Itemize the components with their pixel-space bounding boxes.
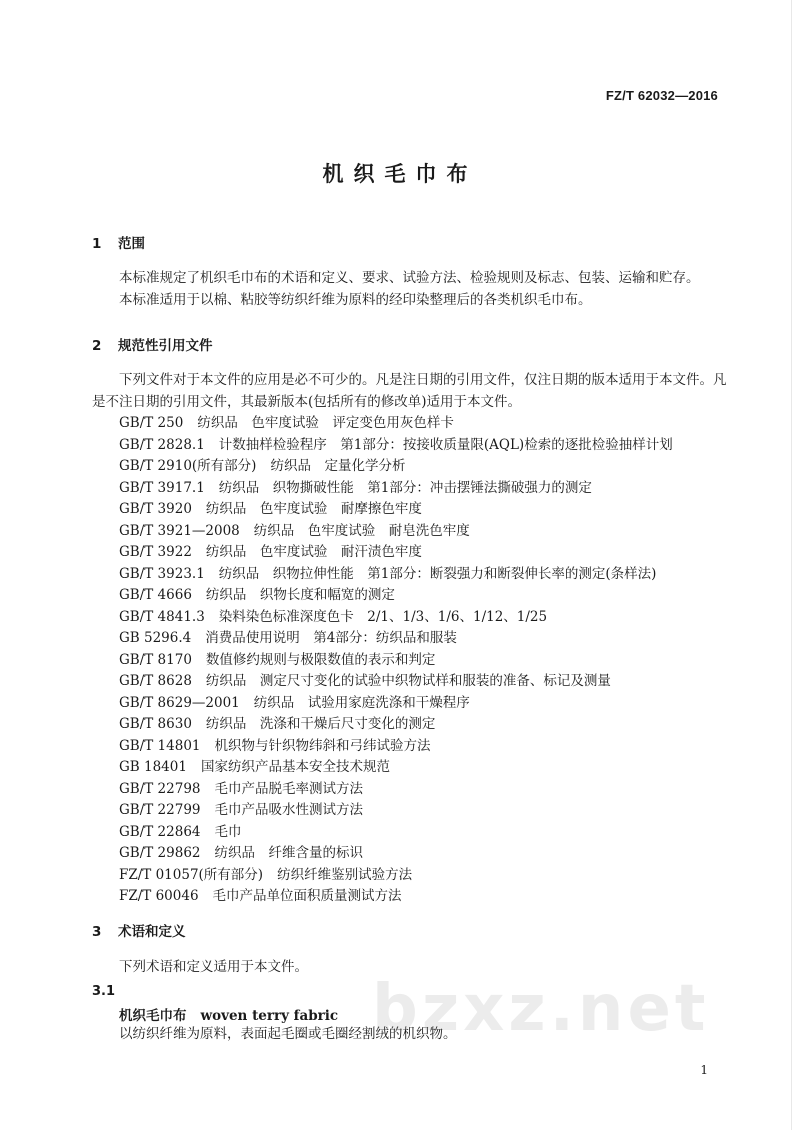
reference-title: 消费品使用说明 第4部分：纺织品和服装 [205,630,457,646]
section-2-heading [92,334,213,354]
section-number: 1 [92,236,102,252]
section-title: 术语和定义 [118,924,186,940]
reference-title: 数值修约规则与极限数值的表示和判定 [205,651,436,668]
reference-title: 毛巾 [214,823,242,840]
section-1-paragraph-2: 本标准适用于以棉、粘胶等纺织纤维为原料的经印染整理后的各类机织毛巾布。 [119,292,592,308]
reference-item [119,585,673,607]
reference-title: 毛巾产品单位面积质量测试方法 [212,888,402,904]
reference-item [119,822,673,844]
reference-code: GB/T 2910(所有部分) [119,458,257,474]
reference-code: GB/T 22799 [119,802,201,818]
reference-item [119,714,673,736]
reference-code: GB/T 22864 [119,823,201,840]
reference-title: 纺织品 试验用家庭洗涤和干燥程序 [253,694,470,711]
reference-item [119,607,673,629]
reference-code: GB/T 4666 [119,587,192,603]
subsection-number: 3.1 [92,984,116,999]
section-number: 2 [92,338,102,354]
reference-title: 纺织品 纤维含量的标识 [214,845,363,861]
reference-item [119,800,673,822]
reference-code: GB/T 3922 [119,544,192,560]
reference-title: 毛巾产品吸水性测试方法 [214,802,363,818]
reference-title: 纺织品 织物长度和幅宽的测定 [205,587,395,603]
reference-code: GB/T 250 [119,415,184,431]
reference-item [119,650,673,672]
term-definition: 以纺织纤维为原料，表面起毛圈或毛圈经割绒的机织物。 [119,1026,457,1042]
term-english: woven terry fabric [200,1008,339,1024]
reference-title: 纺织品 织物拉伸性能 第1部分：断裂强力和断裂伸长率的测定(条样法) [218,565,657,582]
section-2-intro: 下列文件对于本文件的应用是必不可少的。凡是注日期的引用文件，仅注日期的版本适用于本文件。凡是不注日期的引用文件，其最新版本(包括所有的修改单)适用于本文件。 [92,372,727,410]
section-3-heading [92,920,186,940]
section-title: 规范性引用文件 [118,338,213,354]
reference-code: GB/T 8630 [119,716,192,732]
reference-item [119,564,673,586]
reference-title: 国家纺织产品基本安全技术规范 [200,759,390,775]
document-title: 机织毛巾布 [322,162,478,186]
reference-code: GB/T 3921—2008 [119,522,240,539]
section-1-heading [92,232,145,252]
reference-item [119,435,673,457]
reference-title: 纺织品 洗涤和干燥后尺寸变化的测定 [205,716,436,732]
reference-code: GB/T 2828.1 [119,436,205,453]
reference-title: 纺织品 色牢度试验 评定变色用灰色样卡 [197,415,454,431]
watermark-text: bzxz.net [372,972,710,1046]
page-number: 1 [700,1063,708,1077]
reference-code: GB/T 8629—2001 [119,694,240,711]
reference-item [119,671,673,693]
reference-code: GB/T 22798 [119,780,201,797]
reference-item [119,736,673,758]
section-number: 3 [92,924,102,940]
term-entry [119,1004,338,1024]
section-1-paragraph-1: 本标准规定了机织毛巾布的术语和定义、要求、试验方法、检验规则及标志、包装、运输和贮存。 [119,270,700,286]
reference-title: 纺织品 色牢度试验 耐汗渍色牢度 [205,544,422,560]
reference-item [119,413,673,435]
reference-title: 计数抽样检验程序 第1部分：按接收质量限(AQL)检索的逐批检验抽样计划 [218,436,673,453]
reference-code: GB/T 8170 [119,651,192,668]
reference-code: FZ/T 60046 [119,888,199,904]
reference-code: GB/T 3917.1 [119,479,205,496]
reference-code: GB 5296.4 [119,630,192,646]
reference-item [119,843,673,865]
reference-title: 毛巾产品脱毛率测试方法 [214,780,363,797]
reference-item [119,886,673,908]
reference-item [119,499,673,521]
reference-title: 纺织品 测定尺寸变化的试验中织物试样和服装的准备、标记及测量 [205,673,611,689]
reference-title: 纺织纤维鉴别试验方法 [277,866,413,883]
reference-item [119,779,673,801]
normative-references-list [119,413,673,908]
reference-code: GB/T 14801 [119,737,201,754]
reference-item [119,628,673,650]
reference-code: GB/T 29862 [119,845,201,861]
reference-item [119,456,673,478]
reference-code: GB/T 3923.1 [119,565,205,582]
reference-title: 机织物与针织物纬斜和弓纬试验方法 [214,737,431,754]
reference-code: GB/T 4841.3 [119,608,205,625]
reference-item [119,478,673,500]
reference-title: 纺织品 色牢度试验 耐皂洗色牢度 [253,522,470,539]
reference-title: 纺织品 定量化学分析 [270,458,406,474]
reference-code: FZ/T 01057(所有部分) [119,866,264,883]
reference-item [119,542,673,564]
reference-code: GB 18401 [119,759,187,775]
section-3-intro: 下列术语和定义适用于本文件。 [119,959,308,975]
reference-code: GB/T 8628 [119,673,192,689]
reference-title: 纺织品 色牢度试验 耐摩擦色牢度 [205,501,422,517]
reference-title: 染料染色标准深度色卡 2/1、1/3、1/6、1/12、1/25 [218,608,548,625]
standard-code: FZ/T 62032—2016 [605,88,718,103]
section-title: 范围 [118,236,145,252]
reference-item [119,757,673,779]
reference-code: GB/T 3920 [119,501,192,517]
reference-item [119,693,673,715]
reference-item [119,865,673,887]
term-chinese: 机织毛巾布 [119,1008,187,1024]
reference-item [119,521,673,543]
reference-title: 纺织品 织物撕破性能 第1部分：冲击摆锤法撕破强力的测定 [218,479,592,496]
